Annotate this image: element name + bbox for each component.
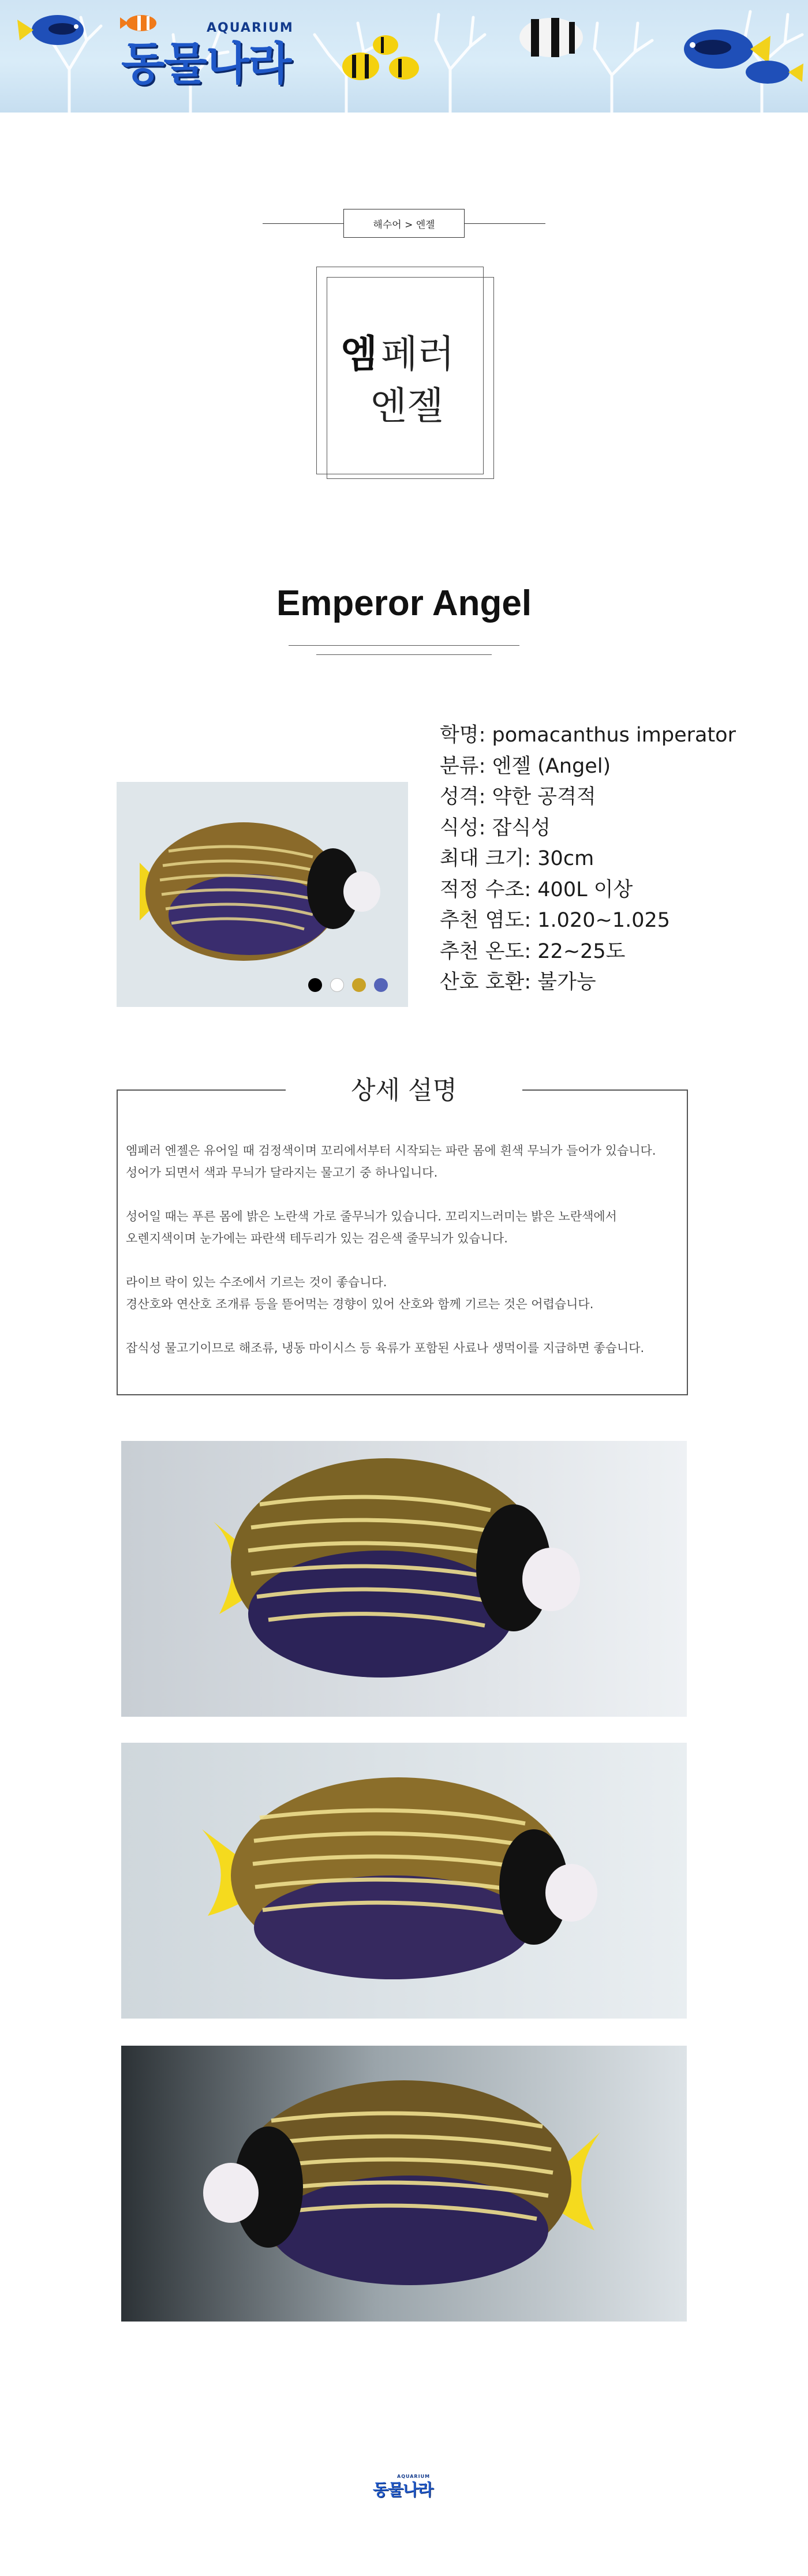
info-classification: 분류: 엔젤 (Angel) xyxy=(440,754,611,778)
brand-logo[interactable] xyxy=(121,17,294,90)
detail-text: 잡식성 물고기이므로 해조류, 냉동 마이시스 등 육류가 포함된 사료나 생먹이를 지급하면 좋습니다. xyxy=(126,1341,645,1355)
breadcrumb[interactable]: 해수어 > 엔젤 xyxy=(343,209,465,238)
info-max-size: 최대 크기: 30cm xyxy=(440,847,594,870)
detail-paragraph xyxy=(126,1140,680,1184)
color-swatch-black xyxy=(308,978,322,992)
species-info-list xyxy=(440,720,763,1003)
color-swatch-white xyxy=(330,978,344,992)
detail-body xyxy=(126,1140,680,1382)
color-swatch-blue xyxy=(374,978,388,992)
info-reef-compatibility: 산호 호환: 불가능 xyxy=(440,971,596,994)
detail-paragraph xyxy=(126,1205,680,1249)
info-temperament: 성격: 약한 공격적 xyxy=(440,785,596,808)
info-scientific-name: 학명: pomacanthus imperator xyxy=(440,724,736,747)
fish-thumbnail-image xyxy=(117,782,408,1007)
detail-paragraph xyxy=(126,1271,680,1315)
fish-photo-2 xyxy=(121,1743,687,2019)
info-temperature: 추천 온도: 22~25도 xyxy=(440,939,626,963)
logo-subtitle: AQUARIUM xyxy=(207,21,294,35)
divider xyxy=(263,223,343,224)
logo-title: 동물나라 xyxy=(121,38,291,90)
footer-logo-title: 동물나라 xyxy=(373,2480,433,2499)
detail-paragraph xyxy=(126,1337,680,1359)
detail-text: 성어가 되면서 색과 무늬가 달라지는 물고기 중 하나입니다. xyxy=(126,1166,438,1180)
info-salinity: 추천 염도: 1.020~1.025 xyxy=(440,909,671,932)
detail-title: 상세 설명 xyxy=(286,1070,522,1111)
footer-logo[interactable] xyxy=(369,2473,439,2507)
divider xyxy=(465,223,545,224)
divider xyxy=(289,645,519,646)
detail-text: 오렌지색이며 눈가에는 파란색 테두리가 있는 검은색 줄무늬가 있습니다. xyxy=(126,1231,508,1245)
butterflyfish-icon xyxy=(342,35,419,80)
english-name-heading: Emperor Angel xyxy=(276,583,532,623)
page-title-line2: 엔젤 xyxy=(370,384,444,428)
striped-fish-icon xyxy=(519,18,583,57)
detail-text: 엠페러 엔젤은 유어일 때 검정색이며 꼬리에서부터 시작되는 파란 몸에 흰색 무늬가 들어가 있습니다. xyxy=(126,1144,656,1158)
info-tank-size: 적정 수조: 400L 이상 xyxy=(440,878,633,901)
page-title-bold: 엠 xyxy=(341,332,377,376)
fish-photo-3 xyxy=(121,2046,687,2322)
page-title: 페러 xyxy=(381,332,455,376)
fish-photo-1 xyxy=(121,1441,687,1717)
color-swatch-yellow xyxy=(352,978,366,992)
detail-text: 라이브 락이 있는 수조에서 기르는 것이 좋습니다. xyxy=(126,1275,387,1289)
info-diet: 식성: 잡식성 xyxy=(440,816,551,840)
detail-text: 경산호와 연산호 조개류 등을 뜯어먹는 경향이 있어 산호와 함께 기르는 것은 어렵습니다. xyxy=(126,1297,594,1311)
footer-logo-subtitle: AQUARIUM xyxy=(397,2474,431,2479)
detail-text: 성어일 때는 푸른 몸에 밝은 노란색 가로 줄무늬가 있습니다. 꼬리지느러미는 밝은 노란색에서 xyxy=(126,1210,617,1223)
header-banner xyxy=(0,0,808,113)
blue-tang-fish-icon xyxy=(17,15,84,45)
divider xyxy=(316,654,492,655)
